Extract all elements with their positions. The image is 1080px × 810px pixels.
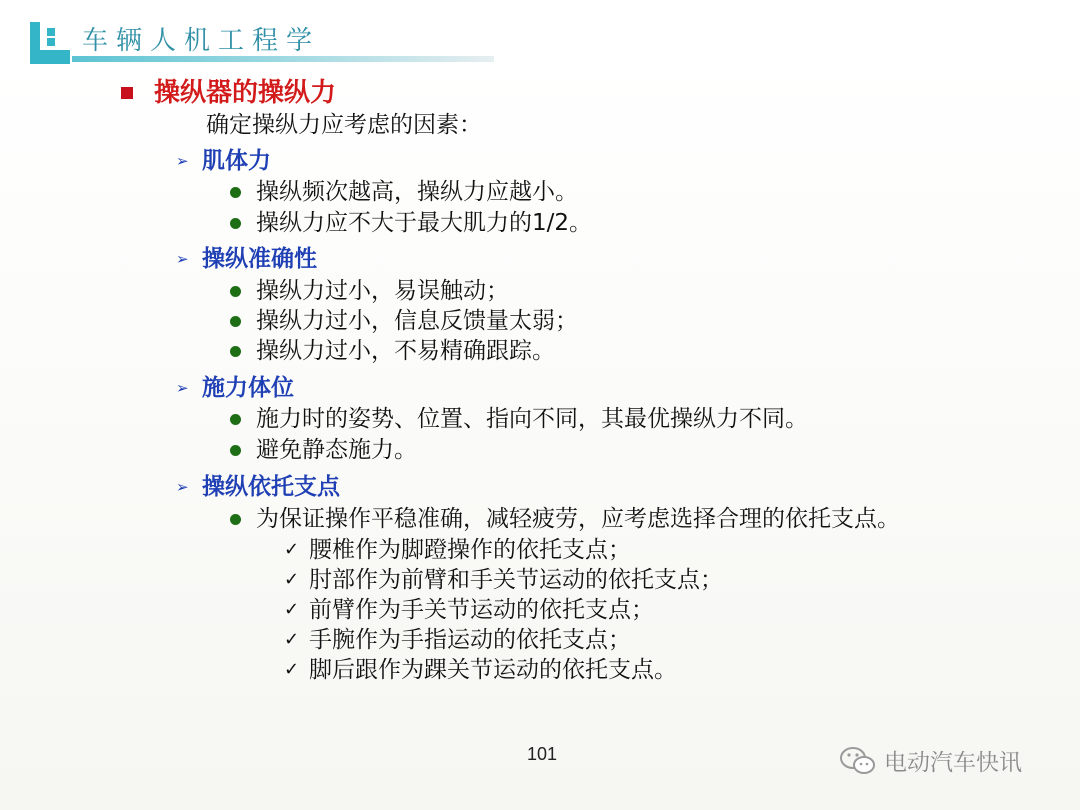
checkmark-icon: ✓ (284, 539, 300, 560)
chevron-right-icon: ➢ (176, 478, 189, 496)
section-heading: 操纵准确性 (202, 246, 317, 272)
checkmark-icon: ✓ (284, 569, 300, 590)
bullet-text: 操纵力过小，易误触动； (256, 278, 509, 304)
check-item: 手腕作为手指运动的依托支点； (309, 627, 631, 653)
intro-text: 确定操纵力应考虑的因素： (206, 112, 482, 138)
header-divider (72, 56, 494, 62)
check-item: 肘部作为前臂和手关节运动的依托支点； (309, 567, 723, 593)
title-bullet-icon (121, 87, 133, 99)
page-number: 101 (527, 744, 558, 764)
bullet-text: 避免静态施力。 (256, 437, 417, 463)
bullet-text: 为保证操作平稳准确，减轻疲劳，应考虑选择合理的依托支点。 (256, 506, 900, 532)
chevron-right-icon: ➢ (176, 250, 189, 268)
check-item: 腰椎作为脚蹬操作的依托支点； (309, 537, 631, 563)
bullet-dot-icon (230, 286, 241, 297)
watermark (838, 744, 1022, 777)
chevron-right-icon: ➢ (176, 152, 189, 170)
wechat-icon (838, 745, 878, 777)
bullet-dot-icon (230, 346, 241, 357)
bullet-text: 操纵力过小，不易精确跟踪。 (256, 338, 555, 364)
watermark-text: 电动汽车快讯 (884, 750, 1022, 776)
checkmark-icon: ✓ (284, 659, 300, 680)
section-heading: 操纵依托支点 (202, 474, 340, 500)
checkmark-icon: ✓ (284, 599, 300, 620)
bullet-text: 施力时的姿势、位置、指向不同，其最优操纵力不同。 (256, 406, 808, 432)
header-title: 车辆人机工程学 (82, 26, 321, 56)
check-item: 前臂作为手关节运动的依托支点； (309, 597, 654, 623)
bullet-text: 操纵力应不大于最大肌力的1/2。 (256, 210, 593, 236)
bullet-text: 操纵力过小，信息反馈量太弱； (256, 308, 578, 334)
bullet-text: 操纵频次越高，操纵力应越小。 (256, 179, 578, 205)
bullet-dot-icon (230, 445, 241, 456)
bullet-dot-icon (230, 514, 241, 525)
checkmark-icon: ✓ (284, 629, 300, 650)
bullet-dot-icon (230, 316, 241, 327)
bullet-dot-icon (230, 414, 241, 425)
bullet-dot-icon (230, 187, 241, 198)
slide-title: 操纵器的操纵力 (154, 78, 337, 108)
check-item: 脚后跟作为踝关节运动的依托支点。 (309, 657, 677, 683)
section-heading: 肌体力 (202, 148, 271, 174)
section-heading: 施力体位 (202, 375, 294, 401)
chevron-right-icon: ➢ (176, 379, 189, 397)
logo-icon (30, 22, 70, 64)
bullet-dot-icon (230, 218, 241, 229)
